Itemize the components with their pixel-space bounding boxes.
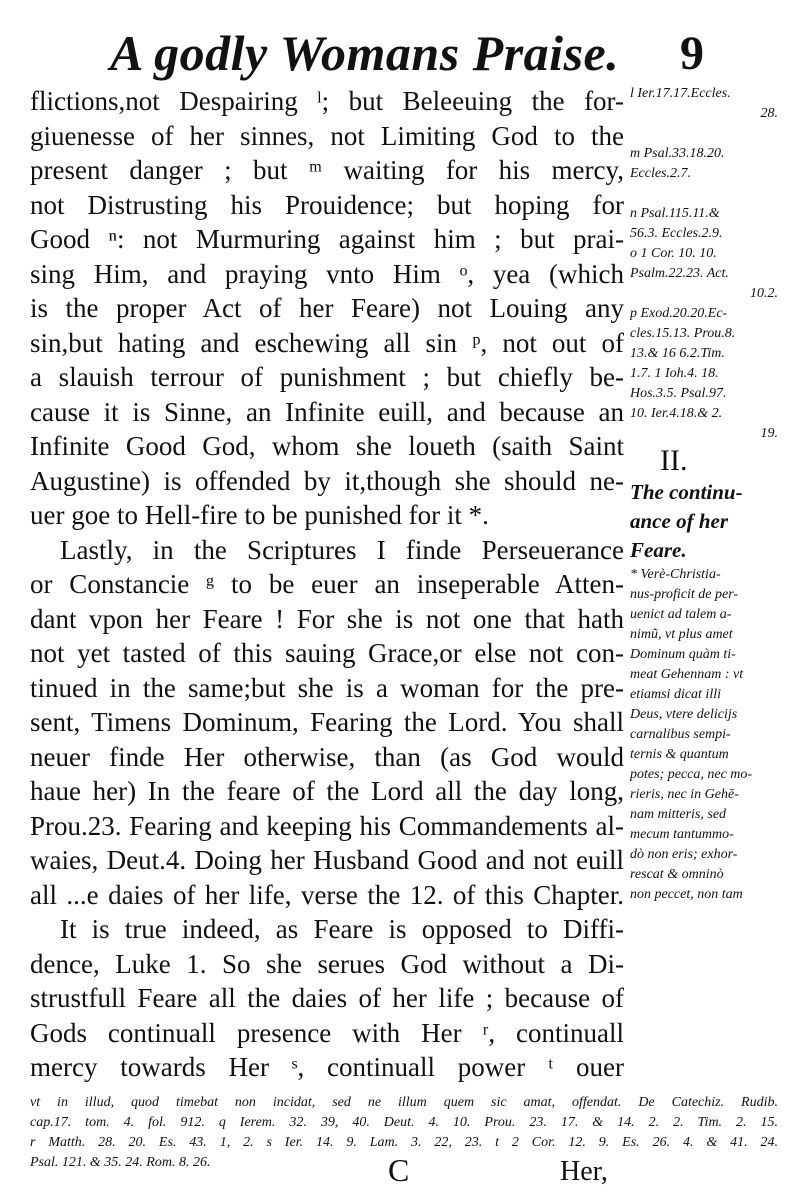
margin-note-line: 19. xyxy=(760,426,778,441)
margin-note-line: l Ier.17.17.Eccles. xyxy=(630,86,731,101)
text-line: mercy towards Her ˢ, continuall power ᵗ ouer xyxy=(30,1052,624,1082)
margin-note-line: p Exod.20.20.Ec- xyxy=(630,306,728,321)
text-line: dence, Luke 1. So she serues God without a Di- xyxy=(30,948,624,979)
margin-note-line xyxy=(630,124,778,144)
footnote-line: r Matth. 28. 20. Es. 43. 1, 2. s Ier. 14. 9. Lam. 3. 22, 23. t 2 Cor. 12. 9. Es. 26. 4. & 41. 24. xyxy=(30,1135,778,1150)
margin-note-line: 10. Ier.4.18.& 2. xyxy=(630,406,723,421)
margin-notes-column xyxy=(630,84,778,905)
main-text-block xyxy=(30,84,624,1085)
text-line: sing Him, and praying vnto Him ᵒ, yea (which xyxy=(30,258,624,289)
margin-note-line: Deus, vtere delicijs xyxy=(630,707,738,722)
margin-note-line: 10.2. xyxy=(750,286,778,301)
text-line: cause it is Sinne, an Infinite euill, and because an xyxy=(30,396,624,427)
margin-note-line: Dominum quàm ti- xyxy=(630,647,736,662)
margin-note-line: 56.3. Eccles.2.9. xyxy=(630,226,723,241)
text-line: tinued in the same;but she is a woman for the pre- xyxy=(30,672,624,703)
margin-note-line: non peccet, non tam xyxy=(630,887,743,902)
margin-note-line: * Verè-Christia- xyxy=(630,567,721,582)
text-line: present danger ; but ᵐ waiting for his mercy, xyxy=(30,155,624,185)
margin-note-line: nus-proficit de per- xyxy=(630,587,739,602)
margin-heading: Feare. xyxy=(630,538,687,562)
text-line: sin,but hating and eschewing all sin ᵖ, not out of xyxy=(30,327,624,358)
margin-note-line: m Psal.33.18.20. xyxy=(630,146,725,161)
margin-note-line: carnalibus sempi- xyxy=(630,727,731,742)
text-line: neuer finde Her otherwise, than (as God would xyxy=(30,741,624,772)
text-line: strustfull Feare all the daies of her life ; because of xyxy=(30,983,624,1013)
running-title: A godly Womans Praise. xyxy=(110,25,620,81)
margin-note-line: Eccles.2.7. xyxy=(630,166,692,181)
margin-note-line: 1.7. 1 Ioh.4. 18. xyxy=(630,366,719,381)
margin-heading: II. xyxy=(660,444,688,477)
text-line: not yet tasted of this sauing Grace,or else not con- xyxy=(30,638,624,668)
text-line: Infinite Good God, whom she loueth (saith Saint xyxy=(30,431,624,461)
margin-note-line: ternis & quantum xyxy=(630,747,729,762)
text-line: It is true indeed, as Feare is opposed to Diffi- xyxy=(60,914,624,944)
margin-note-line: etiamsi dicat illi xyxy=(630,687,721,702)
text-line: haue her) In the feare of the Lord all the day long, xyxy=(30,776,624,806)
footnote-line: vt in illud, quod timebat non incidat, sed ne illum quem sic amat, offendat. De Catechiz. Rudib. xyxy=(30,1095,778,1110)
text-line: dant vpon her Feare ! For she is not one that hath xyxy=(30,603,624,634)
text-line: Gods continuall presence with Her ʳ, continuall xyxy=(30,1017,624,1048)
margin-note-line: 13.& 16 6.2.Tim. xyxy=(630,346,725,361)
margin-note-line: mecum tantummo- xyxy=(630,827,734,842)
margin-note-line: meat Gehennam : vt xyxy=(630,667,744,682)
text-line: Good ⁿ: not Murmuring against him ; but prai- xyxy=(30,224,624,254)
margin-note-line: nam mitteris, sed xyxy=(630,807,727,822)
margin-note-line: Hos.3.5. Psal.97. xyxy=(630,386,727,401)
text-line: uer goe to Hell-fire to be punished for it *. xyxy=(30,500,489,530)
text-line: all ...e daies of her life, verse the 12. of this Chapter. xyxy=(30,879,624,910)
margin-note-line: rescat & omninò xyxy=(630,867,724,882)
text-line: Prou.23. Fearing and keeping his Commandements al- xyxy=(30,810,624,841)
margin-note-line: potes; pecca, nec mo- xyxy=(630,767,753,782)
text-line: a slauish terrour of punishment ; but chiefly be- xyxy=(30,362,624,392)
margin-note-line: 28. xyxy=(760,106,778,121)
margin-note-line: nimũ, vt plus amet xyxy=(630,627,733,642)
margin-note-line: Psalm.22.23. Act. xyxy=(630,266,729,281)
text-line: flictions,not Despairing ˡ; but Beleeuing the for- xyxy=(30,86,624,116)
page-number: 9 xyxy=(680,27,704,80)
text-line: giuenesse of her sinnes, not Limiting God to the xyxy=(30,120,624,151)
margin-note-line xyxy=(630,184,778,204)
text-line: or Constancie ᵍ to be euer an inseperable Atten- xyxy=(30,569,624,599)
text-line: waies, Deut.4. Doing her Husband Good and not euill xyxy=(30,845,624,875)
text-line: not Distrusting his Prouidence; but hoping for xyxy=(30,189,624,220)
text-line: Lastly, in the Scriptures I finde Perseuerance xyxy=(60,534,624,565)
margin-note-line: uenict ad talem a- xyxy=(630,607,732,622)
margin-note-line: n Psal.115.11.& xyxy=(630,206,720,221)
margin-heading: ance of her xyxy=(630,509,728,533)
text-line: Augustine) is offended by it,though she should ne- xyxy=(30,465,624,496)
footnote-line: cap.17. tom. 4. fol. 912. q Ierem. 32. 39, 40. Deut. 4. 10. Prou. 23. 17. & 14. 2. 2. Tim. 2. 15. xyxy=(30,1115,778,1130)
text-line: is the proper Act of her Feare) not Louing any xyxy=(30,293,624,323)
margin-note-line: cles.15.13. Prou.8. xyxy=(630,326,736,341)
margin-note-line: rieris, nec in Gehē- xyxy=(630,787,739,802)
margin-note-line: dò non eris; exhor- xyxy=(630,847,738,862)
margin-note-line: o 1 Cor. 10. 10. xyxy=(630,246,717,261)
footnote-line: Psal. 121. & 35. 24. Rom. 8. 26. xyxy=(30,1155,211,1170)
catchword: Her, xyxy=(560,1156,608,1187)
margin-heading: The continu- xyxy=(630,480,743,504)
text-line: sent, Timens Dominum, Fearing the Lord. You shall xyxy=(30,707,624,737)
signature-mark: C xyxy=(388,1152,410,1188)
